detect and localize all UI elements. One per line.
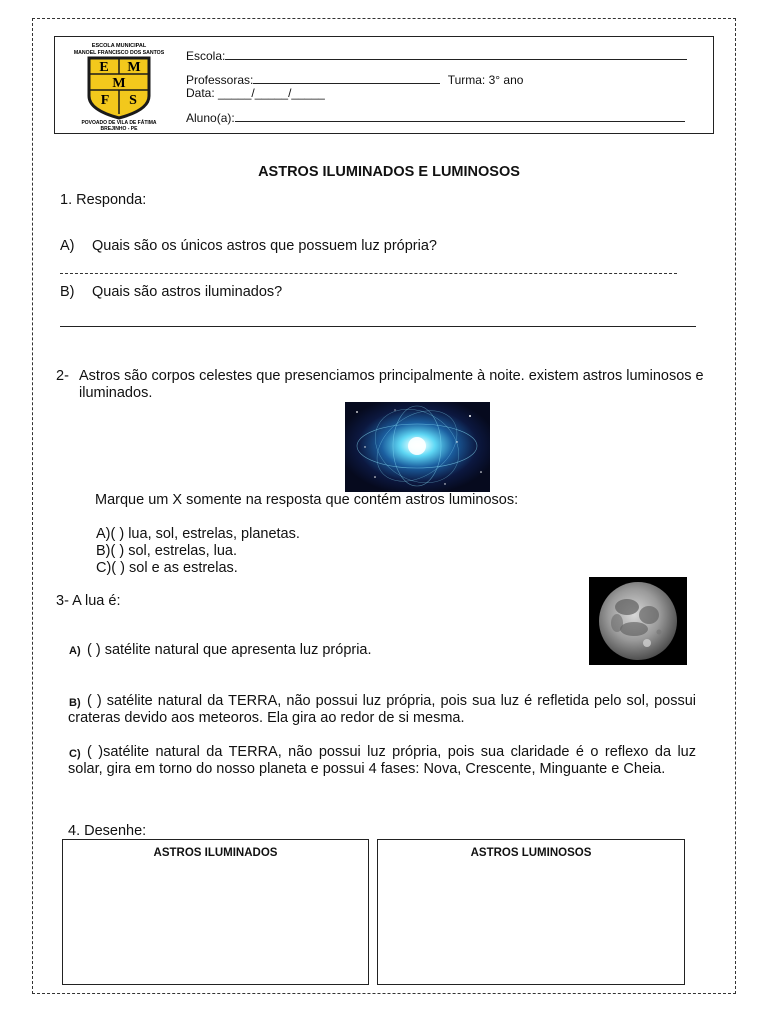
logo-letter-m2: M [112,76,126,91]
aluno-label: Aluno(a): [186,111,235,125]
logo-line2: MANOEL FRANCISCO DOS SANTOS [73,50,165,56]
aluno-row [186,109,685,125]
draw-box-luminous-title: ASTROS LUMINOSOS [470,847,592,859]
logo-line1: ESCOLA MUNICIPAL [91,43,147,49]
q1-a-text: Quais são os únicos astros que possuem luz própria? [92,238,437,254]
draw-box-illuminated[interactable] [62,839,369,985]
q3-c-text[interactable]: ( )satélite natural da TERRA, não possui luz própria, pois sua claridade é o reflexo da luz solar, gira em torno do nosso planeta e possui 4 fases: Nova, Crescente, Minguante e Cheia. [68,744,696,777]
q3-a-text[interactable]: ( ) satélite natural que apresenta luz própria. [87,642,372,658]
q2-option-b[interactable]: B)( ) sol, estrelas, lua. [96,543,238,559]
luminous-star-image [345,402,490,492]
q1-prompt: 1. Responda: [60,192,147,208]
q2-option-a[interactable]: A)( ) lua, sol, estrelas, planetas. [96,526,300,542]
q3-b-label: B) [69,697,81,709]
logo-line4: BREJINHO - PE [100,126,138,130]
page-title: ASTROS ILUMINADOS E LUMINOSOS [258,164,520,180]
professoras-label: Professoras: [186,73,254,87]
q2-text: Astros são corpos celestes que presenciamos principalmente à noite. existem astros luminosos e iluminados. [79,368,704,401]
escola-field[interactable] [225,47,687,60]
turma-label: Turma: 3° ano [447,73,524,87]
logo-letter-e: E [99,60,109,75]
q3-prompt: 3- A lua é: [56,593,121,609]
logo-line3: POVOADO DE VILA DE FÁTIMA [81,120,157,126]
escola-label: Escola: [186,49,226,63]
moon-image [589,577,687,665]
escola-row [186,47,691,63]
logo-letter-f: F [100,93,110,108]
q3-c-label: C) [69,748,81,760]
professoras-field[interactable] [253,71,440,84]
q1-b-answer-line[interactable] [60,326,696,327]
aluno-field[interactable] [235,109,685,122]
q2-option-c[interactable]: C)( ) sol e as estrelas. [96,560,238,576]
q1-a-answer-line[interactable] [60,273,677,274]
q1-b-text: Quais são astros iluminados? [92,284,283,300]
q2-number: 2- [56,368,69,384]
q3-a-label: A) [69,645,81,657]
draw-box-luminous[interactable] [377,839,685,985]
professoras-row [186,71,523,87]
q2-instruction: Marque um X somente na resposta que contém astros luminosos: [95,492,519,508]
q4-prompt: 4. Desenhe: [68,823,147,839]
draw-box-illuminated-title: ASTROS ILUMINADOS [153,847,278,859]
logo-letter-m1: M [127,60,141,75]
q3-b-text[interactable]: ( ) satélite natural da TERRA, não possui luz própria, pois sua luz é refletida pelo sol, possui crateras devido aos meteoros. Ela gira ao redor de si mesma. [68,693,696,726]
data-label: Data: _____/_____/_____ [186,86,325,100]
logo-letter-s: S [129,93,137,108]
school-logo [62,40,176,130]
q1-b-letter: B) [60,284,75,300]
q1-a-letter: A) [60,238,75,254]
